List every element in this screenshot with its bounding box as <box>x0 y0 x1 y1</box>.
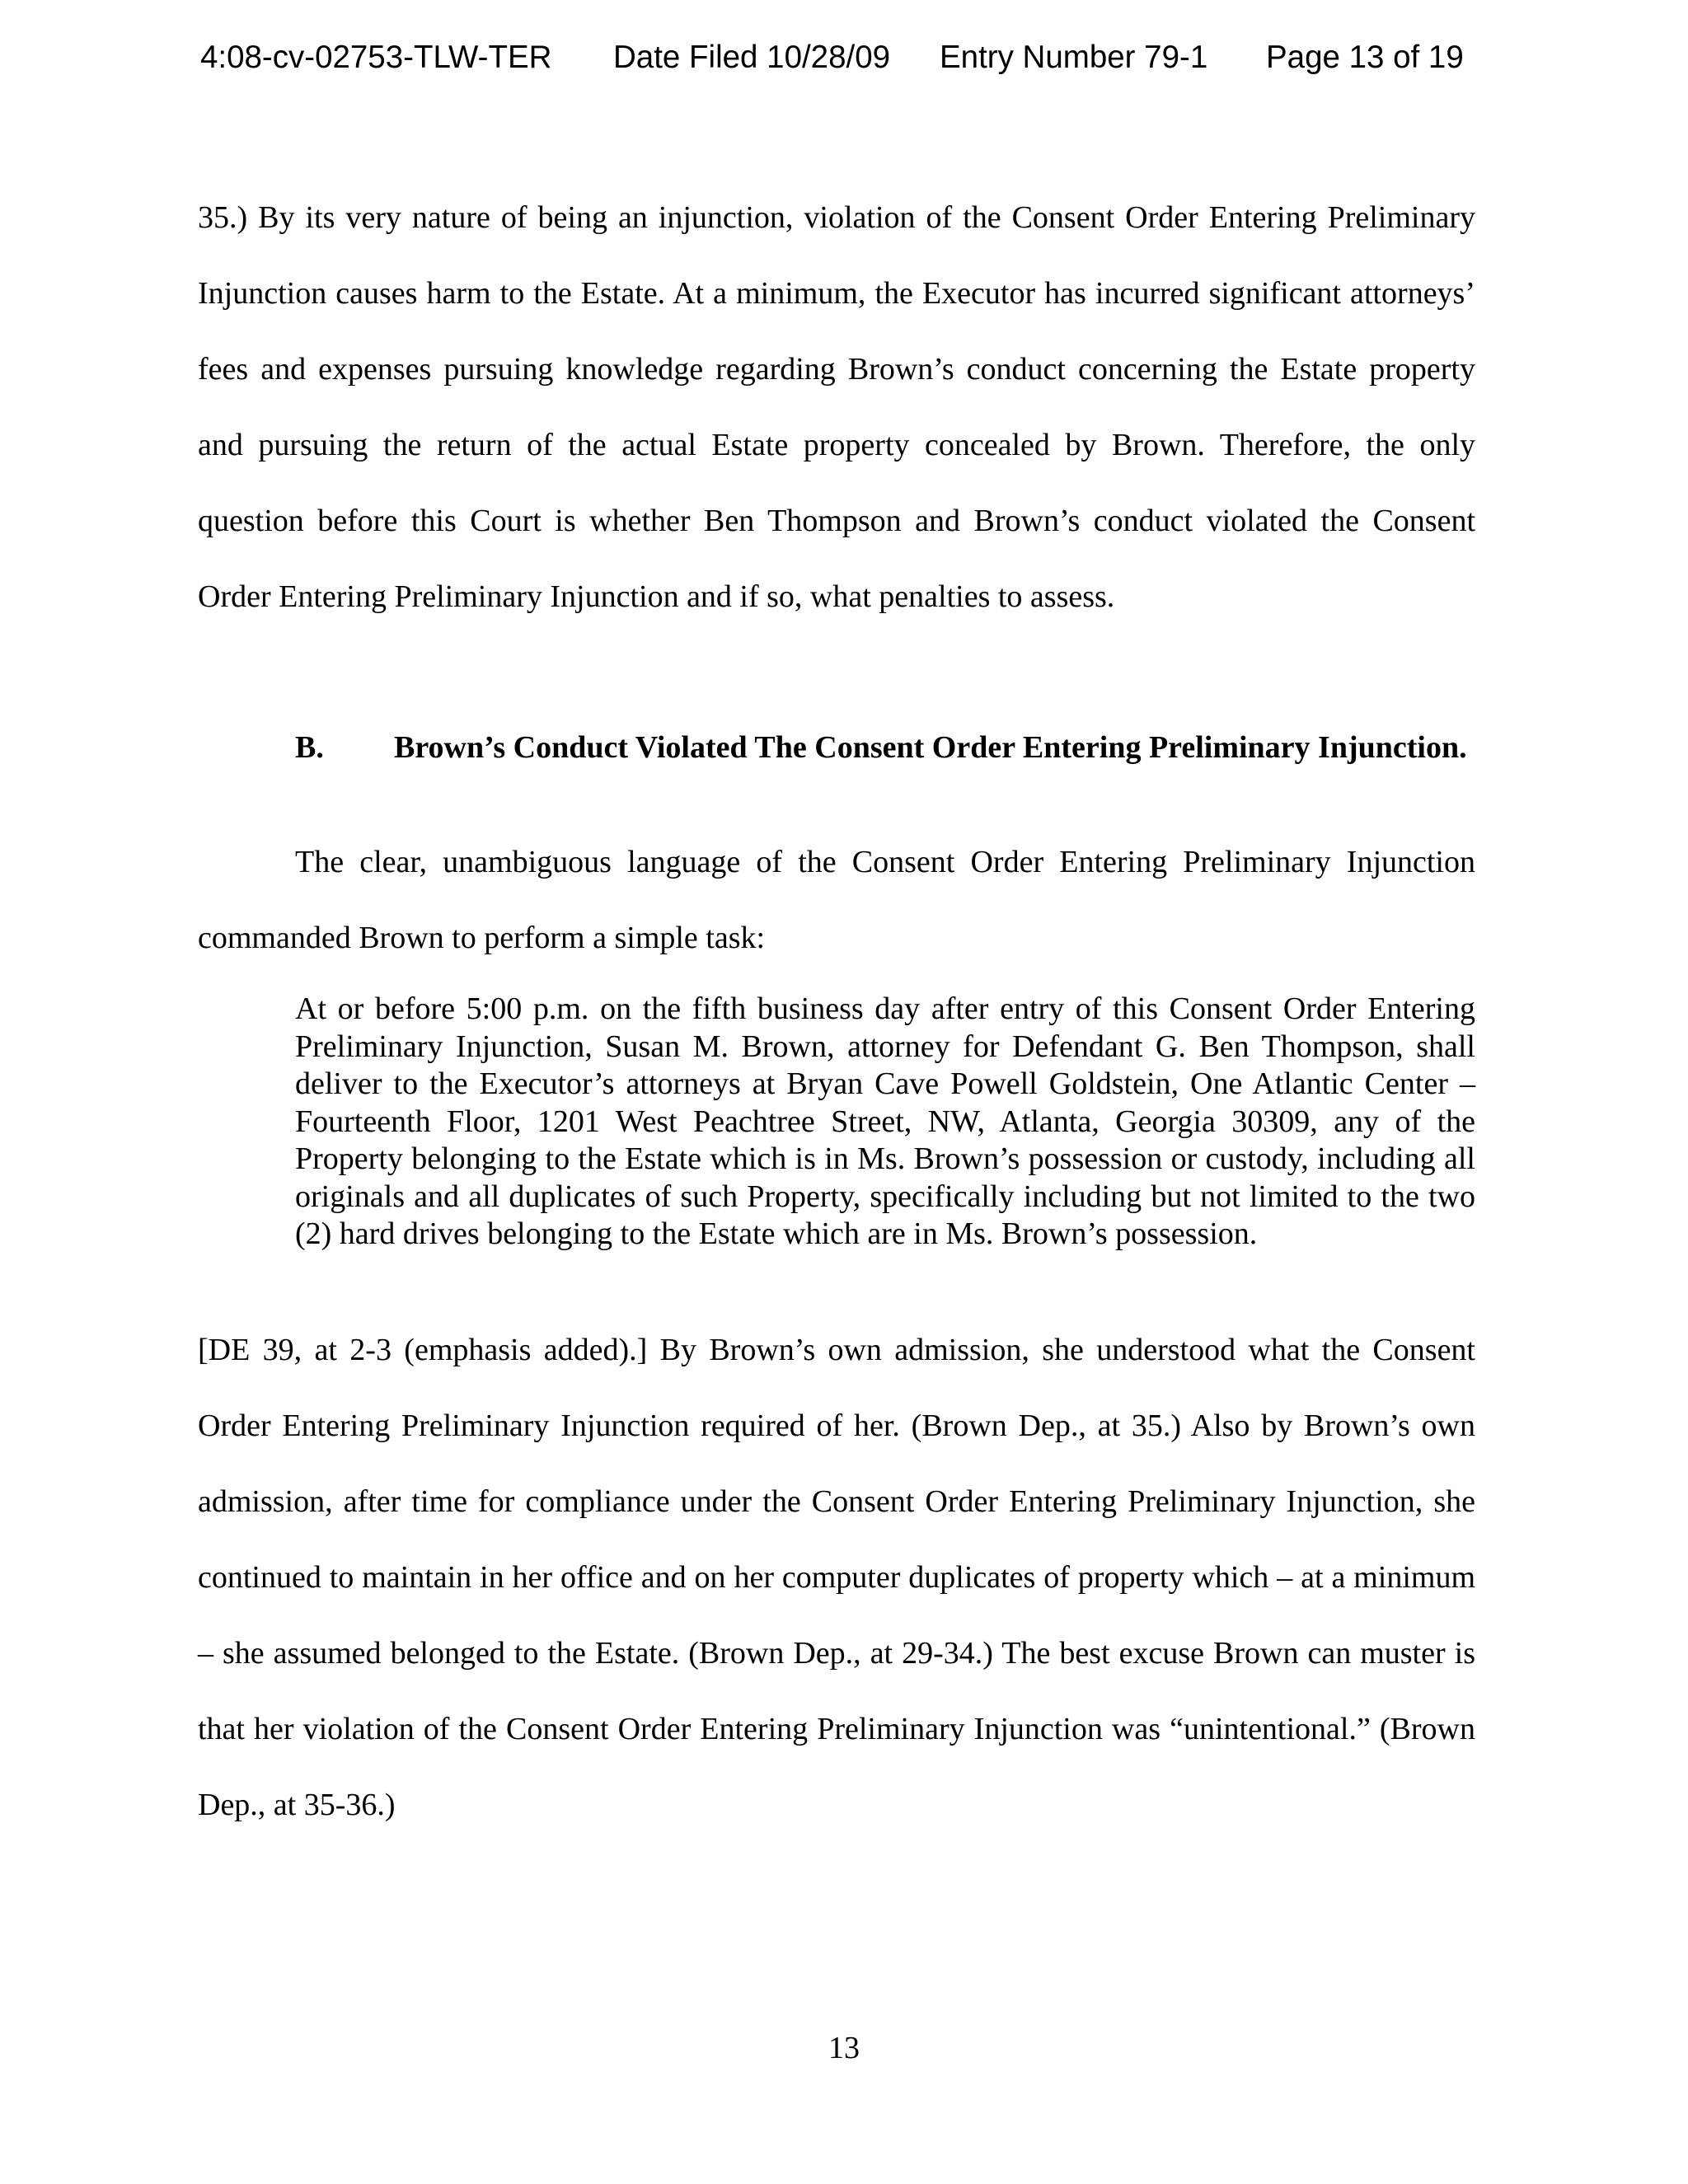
case-number: 4:08-cv-02753-TLW-TER <box>200 40 552 75</box>
entry-number: Entry Number 79-1 <box>940 40 1208 75</box>
date-filed: Date Filed 10/28/09 <box>613 40 891 75</box>
paragraph-1: 35.) By its very nature of being an injunction, violation of the Consent Order Entering Preliminary Injunction causes harm to the Estate. At a minimum, the Executor has incurred significant attorneys’ fees and expenses pursuing knowledge regarding Brown’s conduct concerning the Estate property and pursuing the return of the actual Estate property concealed by Brown. Therefore, the only question before this Court is whether Ben Thompson and Brown’s conduct violated the Consent Order Entering Preliminary Injunction and if so, what penalties to assess. <box>198 200 1475 614</box>
page-info: Page 13 of 19 <box>1266 40 1464 75</box>
block-quote: At or before 5:00 p.m. on the fifth business day after entry of this Consent Order Entering Preliminary Injunction, Susan M. Brown, attorney for Defendant G. Ben Thompson, shall deliver to the Executor’s attorneys at Bryan Cave Powell Goldstein, One Atlantic Center – Fourteenth Floor, 1201 West Peachtree Street, NW, Atlanta, Georgia 30309, any of the Property belonging to the Estate which is in Ms. Brown’s possession or custody, including all originals and all duplicates of such Property, specifically including but not limited to the two (2) hard drives belonging to the Estate which are in Ms. Brown’s possession. <box>295 991 1475 1251</box>
paragraph-3: [DE 39, at 2-3 (emphasis added).] By Brown’s own admission, she understood what the Consent Order Entering Preliminary Injunction required of her. (Brown Dep., at 35.) Also by Brown’s own admission, after time for compliance under the Consent Order Entering Preliminary Injunction, she continued to maintain in her office and on her computer duplicates of property which – at a minimum – she assumed belonged to the Estate. (Brown Dep., at 29-34.) The best excuse Brown can muster is that her violation of the Consent Order Entering Preliminary Injunction was “unintentional.” (Brown Dep., at 35-36.) <box>198 1333 1475 1822</box>
page-number: 13 <box>828 2031 860 2065</box>
paragraph-2: The clear, unambiguous language of the Consent Order Entering Preliminary Injunction commanded Brown to perform a simple task: <box>198 845 1475 955</box>
section-letter: B. <box>295 730 324 765</box>
filing-header <box>200 36 1503 79</box>
section-title: Brown’s Conduct Violated The Consent Order Entering Preliminary Injunction. <box>394 730 1467 765</box>
